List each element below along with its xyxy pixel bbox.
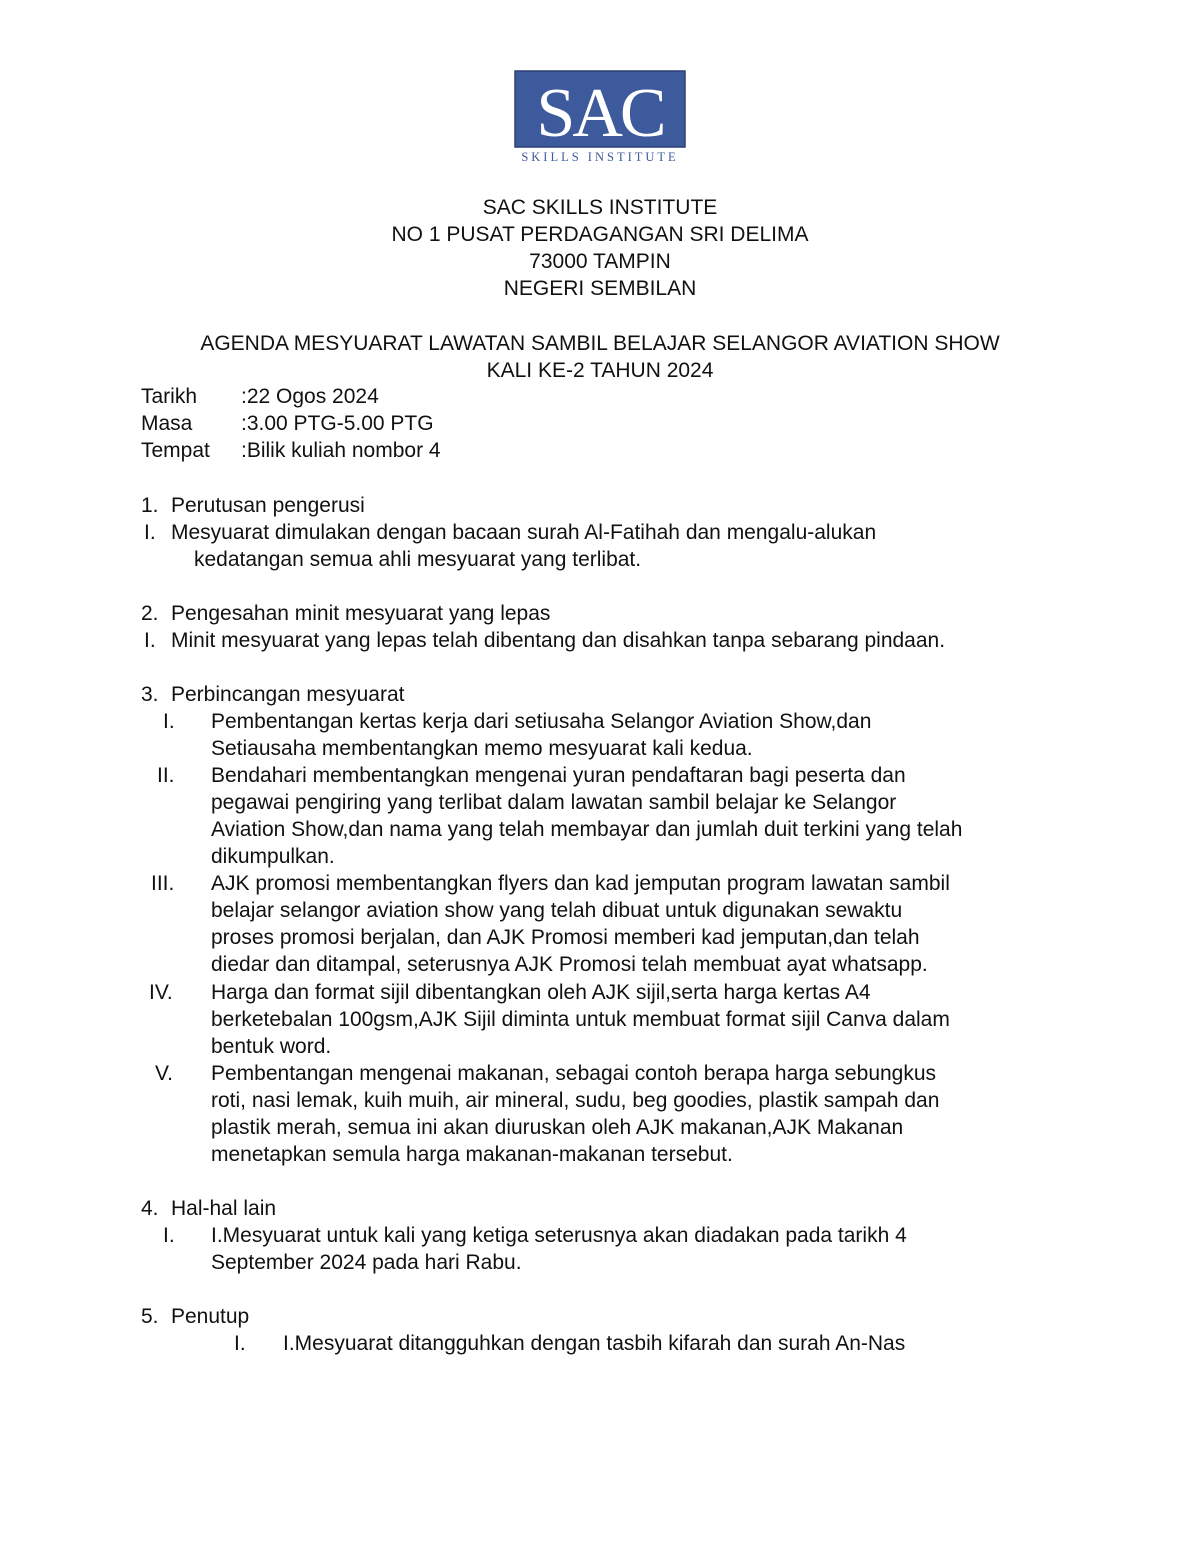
item-text: I.Mesyuarat ditangguhkan dengan tasbih kifarah dan surah An-Nas (283, 1332, 906, 1355)
item-text: pegawai pengiring yang terlibat dalam lawatan sambil belajar ke Selangor (211, 791, 897, 814)
item-text: Bendahari membentangkan mengenai yuran pendaftaran bagi peserta dan (211, 764, 906, 787)
section-heading: Penutup (171, 1305, 250, 1328)
item-text: Mesyuarat dimulakan dengan bacaan surah Al-Fatihah dan mengalu-alukan (171, 521, 877, 544)
section-heading: Perutusan pengerusi (171, 494, 365, 517)
item-text: Pembentangan kertas kerja dari setiusaha Selangor Aviation Show,dan (211, 710, 872, 733)
item-text: September 2024 pada hari Rabu. (211, 1251, 522, 1274)
sac-logo (514, 70, 686, 164)
item-text: I.Mesyuarat untuk kali yang ketiga seterusnya akan diadakan pada tarikh 4 (211, 1224, 907, 1247)
section-number: 4. (141, 1197, 159, 1220)
section-heading: Perbincangan mesyuarat (171, 683, 405, 706)
item-text: roti, nasi lemak, kuih muih, air mineral, sudu, beg goodies, plastik sampah dan (211, 1089, 940, 1112)
item-text: Setiausaha membentangkan memo mesyuarat kali kedua. (211, 737, 753, 760)
item-text: bentuk word. (211, 1035, 332, 1058)
agenda-title: AGENDA MESYUARAT LAWATAN SAMBIL BELAJAR SELANGOR AVIATION SHOW (200, 332, 1000, 355)
time-value: :3.00 PTG-5.00 PTG (241, 412, 434, 435)
time-label: Masa (141, 412, 193, 435)
logo-sub-text: SKILLS INSTITUTE (521, 150, 679, 164)
agenda-subtitle: KALI KE-2 TAHUN 2024 (486, 359, 714, 382)
section-number: 5. (141, 1305, 159, 1328)
address-line: NO 1 PUSAT PERDAGANGAN SRI DELIMA (391, 223, 809, 246)
item-text: proses promosi berjalan, dan AJK Promosi memberi kad jemputan,dan telah (211, 926, 920, 949)
item-text: Harga dan format sijil dibentangkan oleh AJK sijil,serta harga kertas A4 (211, 981, 871, 1004)
item-text: plastik merah, semua ini akan diuruskan oleh AJK makanan,AJK Makanan (211, 1116, 904, 1139)
item-text: kedatangan semua ahli mesyuarat yang terlibat. (194, 548, 642, 571)
state-line: NEGERI SEMBILAN (503, 277, 697, 300)
item-number: I. (144, 629, 156, 652)
item-number: II. (157, 764, 175, 787)
date-label: Tarikh (141, 385, 198, 408)
section-number: 1. (141, 494, 159, 517)
item-text: AJK promosi membentangkan flyers dan kad jemputan program lawatan sambil (211, 872, 950, 895)
item-number: V. (155, 1062, 173, 1085)
item-number: IV. (149, 981, 173, 1004)
item-text: dikumpulkan. (211, 845, 335, 868)
item-text: menetapkan semula harga makanan-makanan tersebut. (211, 1143, 733, 1166)
item-text: Minit mesyuarat yang lepas telah dibentang dan disahkan tanpa sebarang pindaan. (171, 629, 946, 652)
item-number: I. (163, 1224, 175, 1247)
place-value: :Bilik kuliah nombor 4 (241, 439, 441, 462)
item-text: diedar dan ditampal, seterusnya AJK Promosi telah membuat ayat whatsapp. (211, 953, 928, 976)
item-text: Aviation Show,dan nama yang telah membayar dan jumlah duit terkini yang telah (211, 818, 963, 841)
item-text: Pembentangan mengenai makanan, sebagai contoh berapa harga sebungkus (211, 1062, 937, 1085)
section-number: 2. (141, 602, 159, 625)
item-number: I. (234, 1332, 246, 1355)
place-label: Tempat (141, 439, 210, 462)
logo-main-text: SAC (536, 75, 664, 152)
item-text: belajar selangor aviation show yang telah dibuat untuk digunakan sewaktu (211, 899, 903, 922)
date-value: :22 Ogos 2024 (241, 385, 379, 408)
item-number: I. (144, 521, 156, 544)
item-text: berketebalan 100gsm,AJK Sijil diminta untuk membuat format sijil Canva dalam (211, 1008, 950, 1031)
section-heading: Pengesahan minit mesyuarat yang lepas (171, 602, 551, 625)
postcode-line: 73000 TAMPIN (529, 250, 671, 273)
item-number: I. (163, 710, 175, 733)
section-number: 3. (141, 683, 159, 706)
section-heading: Hal-hal lain (171, 1197, 277, 1220)
institute-name: SAC SKILLS INSTITUTE (482, 196, 718, 219)
item-number: III. (151, 872, 175, 895)
